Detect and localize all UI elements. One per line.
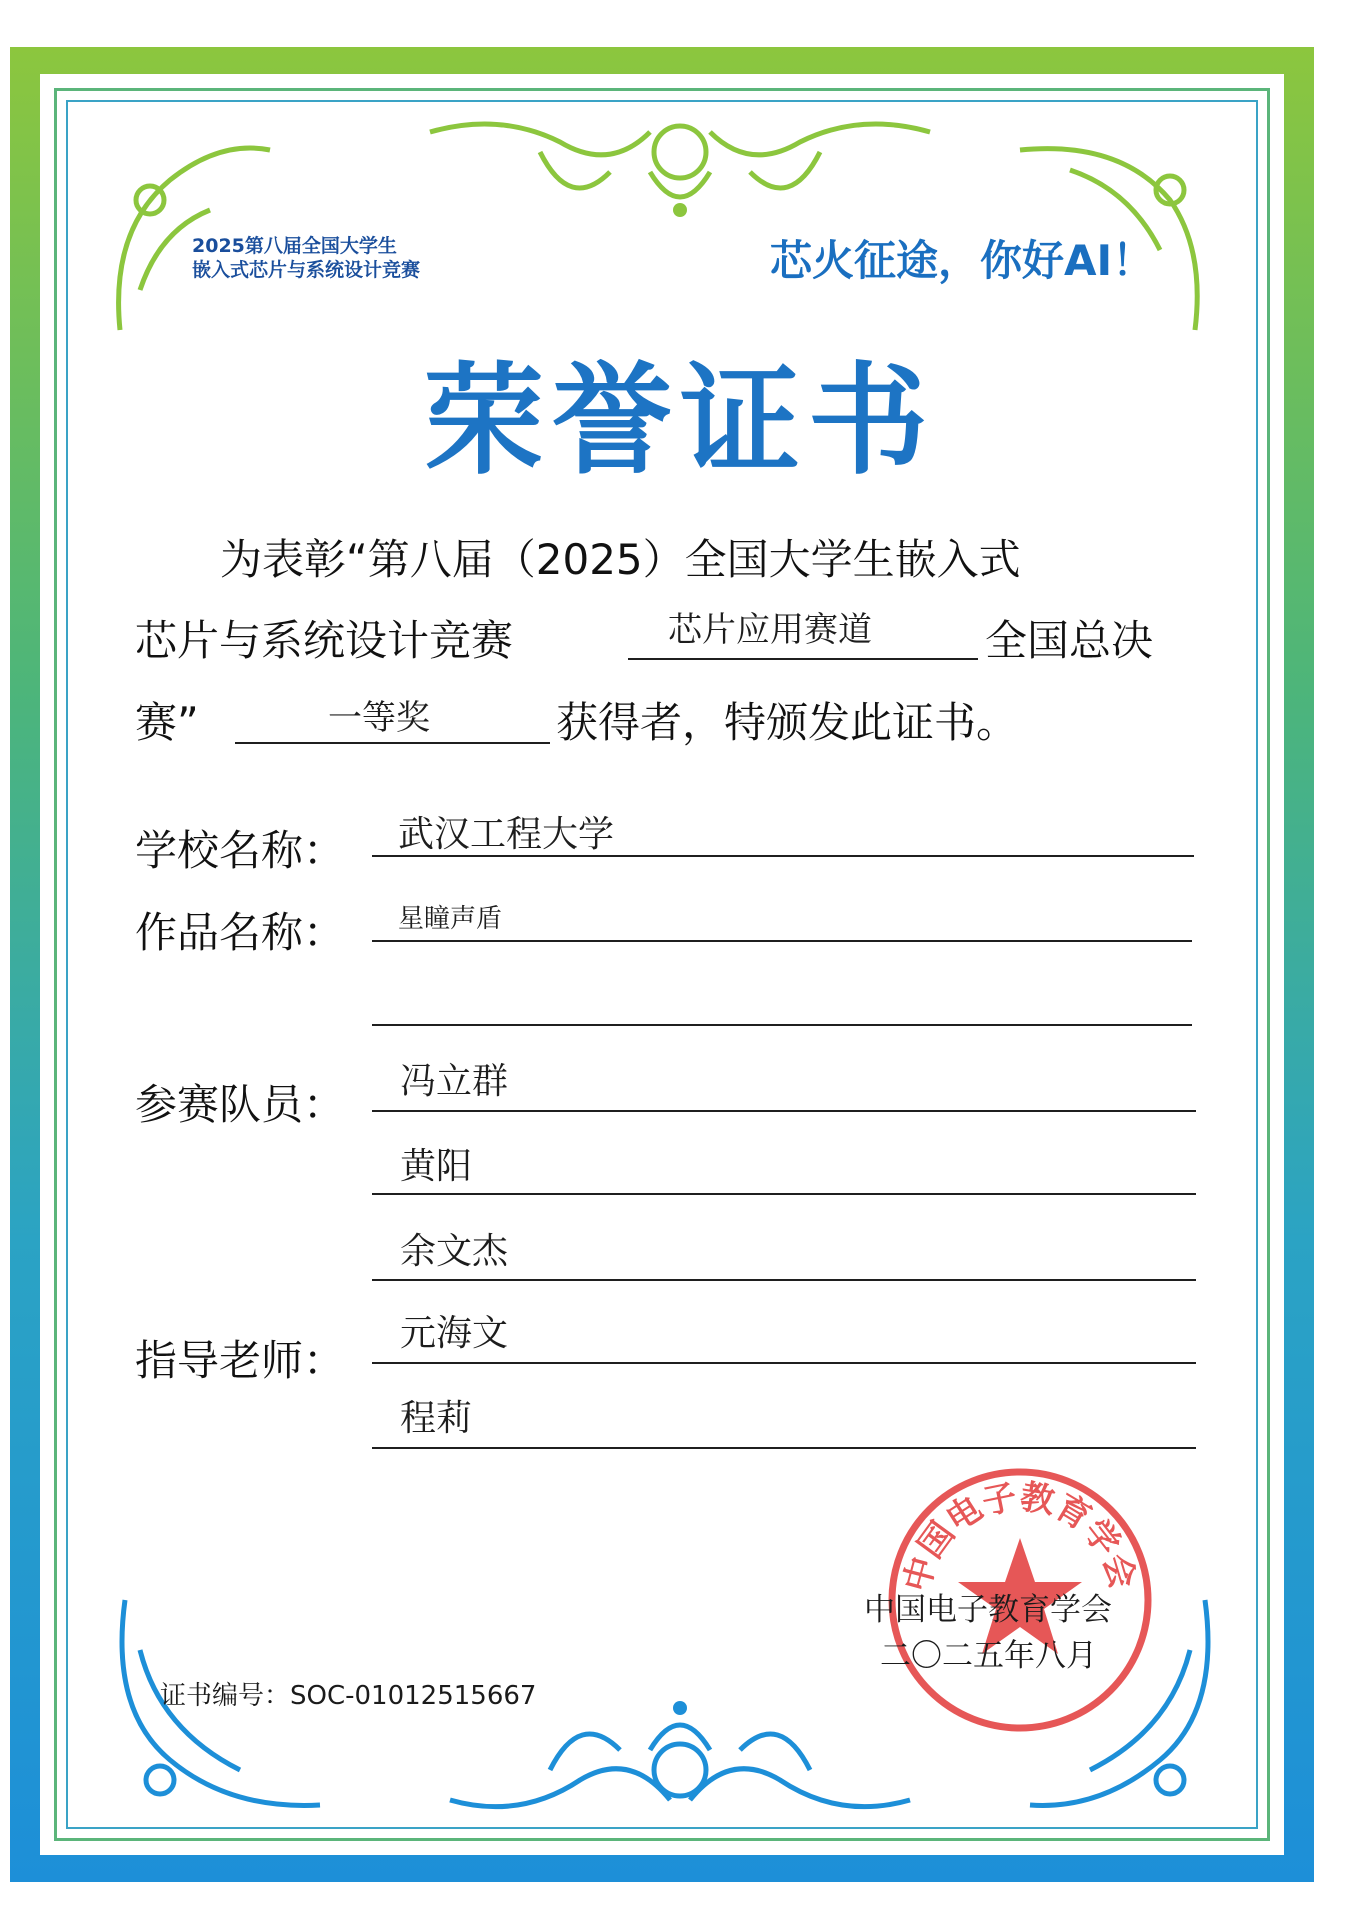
competition-name-line2: 嵌入式芯片与系统设计竞赛 bbox=[192, 259, 421, 281]
issue-date: 二〇二五年八月 bbox=[880, 1638, 1097, 1674]
page-title: 荣誉证书 bbox=[424, 350, 936, 491]
work-label: 作品名称： bbox=[135, 908, 346, 957]
award-value: 一等奖 bbox=[328, 698, 430, 738]
slogan: 芯火征途，你好AI！ bbox=[770, 236, 1155, 285]
advisors-label: 指导老师： bbox=[135, 1336, 346, 1385]
school-value: 武汉工程大学 bbox=[398, 814, 615, 855]
commendation-line1: 为表彰“第八届（2025）全国大学生嵌入式 bbox=[220, 535, 1021, 584]
work-underline-2 bbox=[372, 1024, 1192, 1026]
member-3: 余文杰 bbox=[400, 1231, 509, 1272]
award-underline bbox=[235, 742, 550, 744]
commendation-line3-prefix: 赛” bbox=[135, 698, 199, 747]
member-2-underline bbox=[372, 1193, 1196, 1195]
issuer-organization: 中国电子教育学会 bbox=[864, 1592, 1112, 1628]
commendation-line3-suffix: 获得者，特颁发此证书。 bbox=[556, 698, 1019, 747]
work-underline bbox=[372, 940, 1192, 942]
member-1-underline bbox=[372, 1110, 1196, 1112]
school-underline bbox=[372, 855, 1194, 857]
competition-name-line1: 2025第八届全国大学生 bbox=[192, 235, 397, 257]
work-value: 星瞳声盾 bbox=[398, 904, 503, 934]
advisor-1-underline bbox=[372, 1362, 1196, 1364]
advisor-2: 程莉 bbox=[400, 1398, 473, 1439]
competition-name-block bbox=[192, 234, 420, 282]
members-label: 参赛队员： bbox=[135, 1080, 346, 1129]
track-value: 芯片应用赛道 bbox=[668, 610, 872, 650]
seal-text: 中国电子教育学会 bbox=[896, 1476, 1143, 1596]
school-label: 学校名称： bbox=[135, 826, 346, 875]
commendation-line2-suffix: 全国总决 bbox=[985, 616, 1154, 665]
commendation-line2-prefix: 芯片与系统设计竞赛 bbox=[135, 616, 514, 665]
member-1: 冯立群 bbox=[400, 1061, 509, 1102]
top-floral-ornament bbox=[420, 112, 940, 232]
member-2: 黄阳 bbox=[400, 1146, 473, 1187]
member-3-underline bbox=[372, 1279, 1196, 1281]
advisor-2-underline bbox=[372, 1447, 1196, 1449]
certificate-number: 证书编号：SOC-01012515667 bbox=[160, 1681, 537, 1711]
advisor-1: 元海文 bbox=[400, 1313, 509, 1354]
track-underline bbox=[628, 658, 978, 660]
